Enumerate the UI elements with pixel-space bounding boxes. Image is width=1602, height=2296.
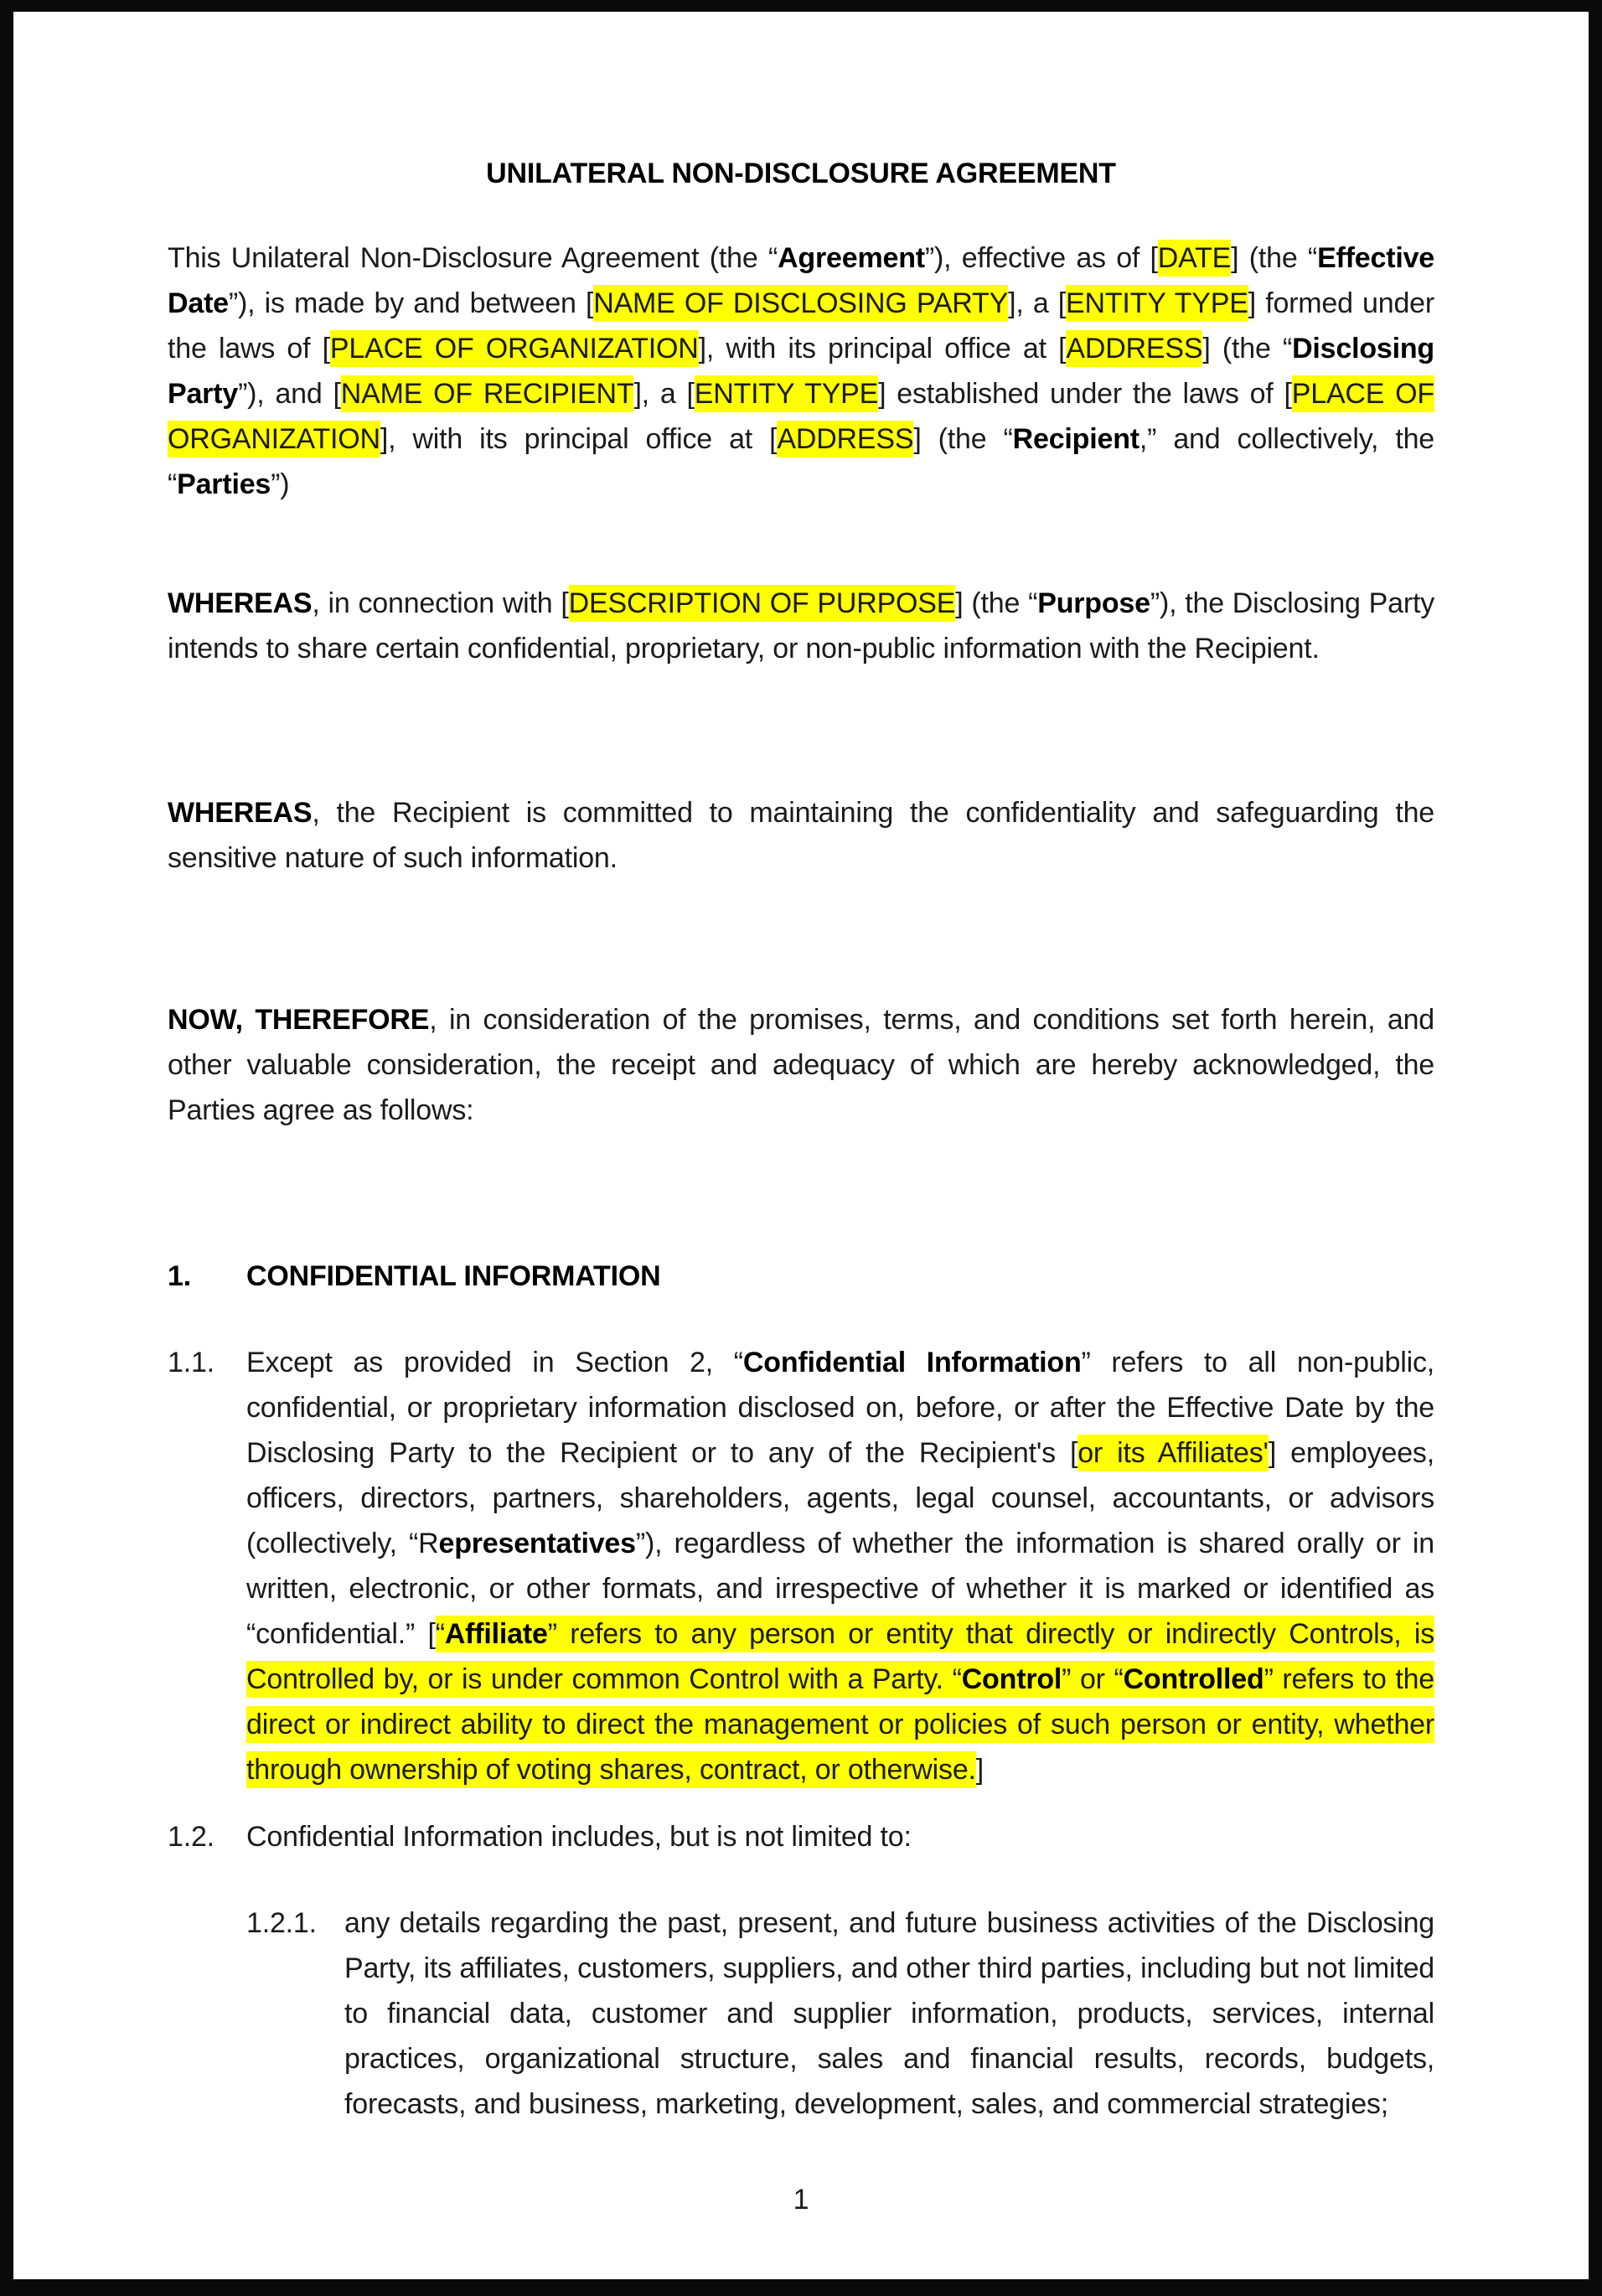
text-run: ] (the “ <box>913 423 1013 455</box>
highlighted-placeholder: Affiliate <box>445 1616 548 1652</box>
highlighted-placeholder: NAME OF DISCLOSING PARTY <box>593 285 1008 322</box>
highlighted-placeholder: PLACE OF ORGANIZATION <box>330 330 699 367</box>
highlighted-placeholder: DESCRIPTION OF PURPOSE <box>569 585 956 622</box>
text-run: ], with its principal office at [ <box>698 333 1067 365</box>
clause-1-2-1 <box>246 1900 1434 2127</box>
whereas-commitment-paragraph <box>168 790 1434 881</box>
defined-term: Confidential Information <box>742 1347 1082 1378</box>
text-run: any details regarding the past, present, and future business activities of the Disclosing Party, its affiliates, customers, suppliers, and other third parties, including but not limited to financial data, customer and supplier information, products, services, internal practices, organizational structure, sales and financial results, records, budgets, forecasts, and business, marketing, development, sales, and commercial strategies; <box>344 1907 1434 2120</box>
text-run: ] formed under the laws of [ <box>168 287 1435 365</box>
clause-1-1-number: 1.1. <box>168 1347 214 1378</box>
text-run: ”), effective as of [ <box>924 242 1158 274</box>
text-run: ”), the Disclosing Party intends to share certain confidential, proprietary, or non-public information with the Recipient. <box>168 587 1434 664</box>
defined-term: Recipient <box>1012 423 1139 455</box>
text-run: ”) <box>271 468 290 500</box>
defined-term: epresentatives <box>438 1528 636 1559</box>
highlighted-placeholder: ” refers to the direct or indirect ability to direct the management or policies of such person or entity, whether through ownership of voting shares, contract, or otherwise. <box>246 1661 1434 1788</box>
highlighted-placeholder: ENTITY TYPE <box>1066 285 1248 322</box>
clause-1-2-number: 1.2. <box>168 1821 214 1853</box>
document-title: UNILATERAL NON-DISCLOSURE AGREEMENT <box>486 158 1116 189</box>
defined-term: NOW, THEREFORE <box>168 1004 430 1036</box>
clause-1-2-1-number: 1.2.1. <box>246 1907 317 1939</box>
defined-term: Effective Date <box>168 242 1434 319</box>
highlighted-placeholder: ENTITY TYPE <box>695 375 878 412</box>
highlighted-placeholder: ” or “ <box>1062 1661 1123 1698</box>
text-run: ”), and [ <box>238 378 341 410</box>
whereas-purpose-paragraph <box>168 581 1434 671</box>
highlighted-placeholder: ” refers to any person or entity that directly or indirectly Controls, is Controlled by, or is under common Control with a Party. “ <box>246 1616 1434 1698</box>
highlighted-placeholder: or its Affiliates' <box>1077 1435 1269 1471</box>
text-run: ”), is made by and between [ <box>228 287 594 319</box>
text-run: ] <box>975 1754 984 1786</box>
defined-term: WHEREAS <box>168 797 313 829</box>
text-run: ] established under the laws of [ <box>878 378 1292 410</box>
section-1-title: CONFIDENTIAL INFORMATION <box>246 1260 661 1292</box>
text-run: ] (the “ <box>1231 242 1318 274</box>
text-run: ], a [ <box>633 378 695 410</box>
text-run: Confidential Information includes, but is not limited to: <box>246 1821 912 1853</box>
highlighted-placeholder: Controlled <box>1124 1661 1264 1698</box>
clause-1-2-body <box>246 1814 1434 1859</box>
text-run: ] employees, officers, directors, partners, shareholders, agents, legal counsel, accountants, or advisors (collectively, “R <box>246 1437 1434 1559</box>
text-run: ”), regardless of whether the information is shared orally or in written, electronic, or other formats, and irrespective of whether it is marked or identified as “confidential.” [ <box>246 1528 1434 1650</box>
text-run: , the Recipient is committed to maintaining the confidentiality and safeguarding the sensitive nature of such information. <box>168 797 1434 874</box>
text-run: Except as provided in Section 2, “ <box>246 1347 743 1378</box>
text-run: ] (the “ <box>955 587 1038 619</box>
clause-1-2 <box>168 1814 1434 1859</box>
highlighted-placeholder: ADDRESS <box>777 421 913 458</box>
text-run: ] (the “ <box>1202 333 1293 365</box>
defined-term: Agreement <box>778 242 925 274</box>
section-1-number: 1. <box>168 1260 191 1292</box>
highlighted-placeholder: NAME OF RECIPIENT <box>341 375 634 412</box>
preamble-paragraph <box>168 235 1434 507</box>
defined-term: WHEREAS <box>168 587 313 619</box>
clause-1-1 <box>168 1340 1434 1792</box>
section-1-heading <box>168 1254 1434 1299</box>
defined-term: Disclosing Party <box>168 333 1434 410</box>
highlighted-placeholder: “ <box>436 1616 445 1652</box>
clause-1-2-1-body <box>344 1900 1434 2127</box>
text-run: , in consideration of the promises, terms, and conditions set forth herein, and other valuable consideration, the receipt and adequacy of which are hereby acknowledged, the Parties agree as follows: <box>168 1004 1434 1126</box>
text-run: , in connection with [ <box>312 587 569 619</box>
text-run: ], a [ <box>1008 287 1067 319</box>
text-run: ], with its principal office at [ <box>380 423 778 455</box>
text-run: ” refers to all non-public, confidential, or proprietary information disclosed on, before, or after the Effective Date by the Disclosing Party to the Recipient or to any of the Recipient's [ <box>246 1347 1434 1469</box>
text-run: This Unilateral Non-Disclosure Agreement (the “ <box>168 242 778 274</box>
highlighted-placeholder: PLACE OF ORGANIZATION <box>168 375 1434 458</box>
page-number: 1 <box>793 2184 809 2216</box>
defined-term: Parties <box>177 468 271 500</box>
defined-term: Purpose <box>1037 587 1150 619</box>
now-therefore-paragraph <box>168 997 1434 1133</box>
text-run: ,” and collectively, the “ <box>168 423 1434 500</box>
highlighted-placeholder: ADDRESS <box>1066 330 1202 367</box>
highlighted-placeholder: Control <box>962 1661 1062 1698</box>
clause-1-1-body <box>246 1340 1434 1792</box>
highlighted-placeholder: DATE <box>1158 240 1231 277</box>
